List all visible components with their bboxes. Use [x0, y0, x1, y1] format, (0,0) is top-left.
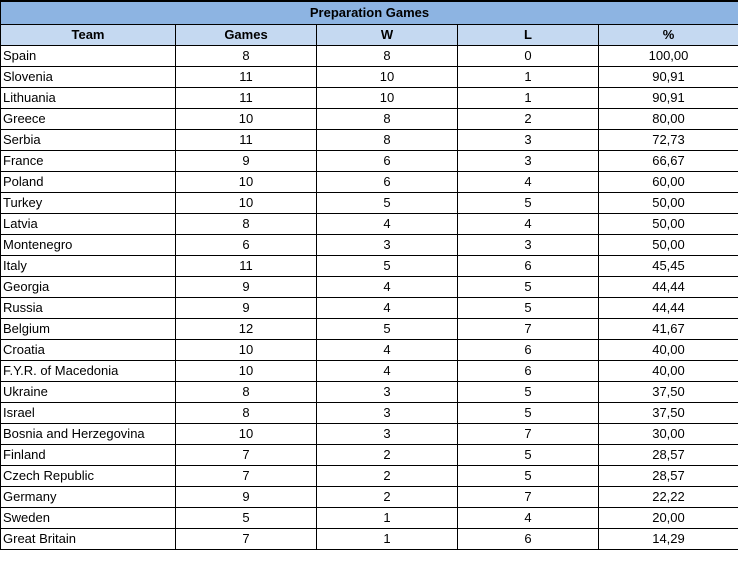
wins-cell[interactable]: 2	[317, 486, 458, 507]
games-cell[interactable]: 8	[176, 402, 317, 423]
wins-cell[interactable]: 4	[317, 339, 458, 360]
team-cell[interactable]: Bosnia and Herzegovina	[1, 423, 176, 444]
wins-cell[interactable]: 1	[317, 507, 458, 528]
wins-cell[interactable]: 5	[317, 318, 458, 339]
team-cell[interactable]: F.Y.R. of Macedonia	[1, 360, 176, 381]
header-row	[1, 24, 738, 45]
wins-cell[interactable]: 4	[317, 276, 458, 297]
wins-cell[interactable]: 4	[317, 297, 458, 318]
losses-cell[interactable]: 7	[458, 423, 599, 444]
games-cell[interactable]: 7	[176, 465, 317, 486]
table-row	[1, 444, 738, 465]
table-row	[1, 45, 738, 66]
table-row	[1, 150, 738, 171]
table-row	[1, 381, 738, 402]
wins-cell[interactable]: 10	[317, 87, 458, 108]
games-cell[interactable]: 8	[176, 213, 317, 234]
table-row	[1, 234, 738, 255]
games-cell[interactable]: 7	[176, 528, 317, 549]
team-cell[interactable]: Russia	[1, 297, 176, 318]
percent-cell[interactable]: 14,29	[599, 528, 738, 549]
column-header-team[interactable]: Team	[1, 24, 176, 45]
losses-cell[interactable]: 6	[458, 360, 599, 381]
losses-cell[interactable]: 5	[458, 402, 599, 423]
team-cell[interactable]: Turkey	[1, 192, 176, 213]
column-header-games[interactable]: Games	[176, 24, 317, 45]
percent-cell[interactable]: 44,44	[599, 297, 738, 318]
percent-cell[interactable]: 22,22	[599, 486, 738, 507]
table-row	[1, 402, 738, 423]
percent-cell[interactable]: 90,91	[599, 87, 738, 108]
losses-cell[interactable]: 1	[458, 87, 599, 108]
table-row	[1, 423, 738, 444]
games-cell[interactable]: 11	[176, 66, 317, 87]
team-cell[interactable]: Belgium	[1, 318, 176, 339]
wins-cell[interactable]: 5	[317, 192, 458, 213]
percent-cell[interactable]: 44,44	[599, 276, 738, 297]
losses-cell[interactable]: 6	[458, 528, 599, 549]
column-header-percent[interactable]: %	[599, 24, 738, 45]
title-row	[1, 1, 738, 24]
table-row	[1, 171, 738, 192]
percent-cell[interactable]: 60,00	[599, 171, 738, 192]
table-row	[1, 255, 738, 276]
games-cell[interactable]: 9	[176, 276, 317, 297]
losses-cell[interactable]: 6	[458, 255, 599, 276]
games-cell[interactable]: 9	[176, 150, 317, 171]
team-cell[interactable]: Germany	[1, 486, 176, 507]
losses-cell[interactable]: 4	[458, 507, 599, 528]
wins-cell[interactable]: 8	[317, 129, 458, 150]
losses-cell[interactable]: 0	[458, 45, 599, 66]
percent-cell[interactable]: 41,67	[599, 318, 738, 339]
team-cell[interactable]: Finland	[1, 444, 176, 465]
percent-cell[interactable]: 66,67	[599, 150, 738, 171]
percent-cell[interactable]: 50,00	[599, 213, 738, 234]
team-cell[interactable]: France	[1, 150, 176, 171]
games-cell[interactable]: 10	[176, 360, 317, 381]
losses-cell[interactable]: 3	[458, 234, 599, 255]
team-cell[interactable]: Slovenia	[1, 66, 176, 87]
team-cell[interactable]: Czech Republic	[1, 465, 176, 486]
table-row	[1, 507, 738, 528]
losses-cell[interactable]: 4	[458, 171, 599, 192]
games-cell[interactable]: 10	[176, 192, 317, 213]
column-header-losses[interactable]: L	[458, 24, 599, 45]
percent-cell[interactable]: 30,00	[599, 423, 738, 444]
games-cell[interactable]: 8	[176, 45, 317, 66]
losses-cell[interactable]: 3	[458, 129, 599, 150]
percent-cell[interactable]: 20,00	[599, 507, 738, 528]
losses-cell[interactable]: 5	[458, 444, 599, 465]
column-header-wins[interactable]: W	[317, 24, 458, 45]
wins-cell[interactable]: 3	[317, 402, 458, 423]
losses-cell[interactable]: 7	[458, 318, 599, 339]
percent-cell[interactable]: 37,50	[599, 402, 738, 423]
losses-cell[interactable]: 7	[458, 486, 599, 507]
losses-cell[interactable]: 5	[458, 465, 599, 486]
wins-cell[interactable]: 8	[317, 108, 458, 129]
percent-cell[interactable]: 50,00	[599, 192, 738, 213]
table-row	[1, 486, 738, 507]
team-cell[interactable]: Lithuania	[1, 87, 176, 108]
table-row	[1, 129, 738, 150]
team-cell[interactable]: Italy	[1, 255, 176, 276]
games-cell[interactable]: 5	[176, 507, 317, 528]
team-cell[interactable]: Serbia	[1, 129, 176, 150]
wins-cell[interactable]: 4	[317, 213, 458, 234]
games-cell[interactable]: 10	[176, 423, 317, 444]
losses-cell[interactable]: 5	[458, 276, 599, 297]
percent-cell[interactable]: 45,45	[599, 255, 738, 276]
table-row	[1, 66, 738, 87]
games-cell[interactable]: 7	[176, 444, 317, 465]
table-title[interactable]: Preparation Games	[1, 1, 738, 24]
losses-cell[interactable]: 2	[458, 108, 599, 129]
team-cell[interactable]: Israel	[1, 402, 176, 423]
team-cell[interactable]: Poland	[1, 171, 176, 192]
table-row	[1, 213, 738, 234]
wins-cell[interactable]: 5	[317, 255, 458, 276]
table-row	[1, 192, 738, 213]
wins-cell[interactable]: 10	[317, 66, 458, 87]
losses-cell[interactable]: 6	[458, 339, 599, 360]
table-row	[1, 297, 738, 318]
wins-cell[interactable]: 6	[317, 171, 458, 192]
table-body	[1, 45, 738, 549]
table-row	[1, 465, 738, 486]
wins-cell[interactable]: 3	[317, 423, 458, 444]
percent-cell[interactable]: 50,00	[599, 234, 738, 255]
wins-cell[interactable]: 2	[317, 465, 458, 486]
games-cell[interactable]: 12	[176, 318, 317, 339]
losses-cell[interactable]: 4	[458, 213, 599, 234]
table-row	[1, 276, 738, 297]
team-cell[interactable]: Georgia	[1, 276, 176, 297]
team-cell[interactable]: Great Britain	[1, 528, 176, 549]
percent-cell[interactable]: 28,57	[599, 444, 738, 465]
games-cell[interactable]: 9	[176, 486, 317, 507]
team-cell[interactable]: Croatia	[1, 339, 176, 360]
team-cell[interactable]: Montenegro	[1, 234, 176, 255]
games-cell[interactable]: 9	[176, 297, 317, 318]
losses-cell[interactable]: 5	[458, 297, 599, 318]
table-row	[1, 339, 738, 360]
wins-cell[interactable]: 4	[317, 360, 458, 381]
games-cell[interactable]: 10	[176, 108, 317, 129]
wins-cell[interactable]: 2	[317, 444, 458, 465]
percent-cell[interactable]: 40,00	[599, 339, 738, 360]
wins-cell[interactable]: 6	[317, 150, 458, 171]
percent-cell[interactable]: 40,00	[599, 360, 738, 381]
wins-cell[interactable]: 3	[317, 381, 458, 402]
team-cell[interactable]: Sweden	[1, 507, 176, 528]
table-row	[1, 360, 738, 381]
games-cell[interactable]: 11	[176, 129, 317, 150]
percent-cell[interactable]: 90,91	[599, 66, 738, 87]
games-cell[interactable]: 10	[176, 339, 317, 360]
team-cell[interactable]: Latvia	[1, 213, 176, 234]
losses-cell[interactable]: 1	[458, 66, 599, 87]
table-row	[1, 318, 738, 339]
wins-cell[interactable]: 3	[317, 234, 458, 255]
games-cell[interactable]: 10	[176, 171, 317, 192]
percent-cell[interactable]: 28,57	[599, 465, 738, 486]
table-row	[1, 108, 738, 129]
games-cell[interactable]: 8	[176, 381, 317, 402]
percent-cell[interactable]: 80,00	[599, 108, 738, 129]
table-row	[1, 87, 738, 108]
wins-cell[interactable]: 1	[317, 528, 458, 549]
percent-cell[interactable]: 37,50	[599, 381, 738, 402]
losses-cell[interactable]: 5	[458, 192, 599, 213]
losses-cell[interactable]: 5	[458, 381, 599, 402]
table-row	[1, 528, 738, 549]
team-cell[interactable]: Spain	[1, 45, 176, 66]
games-cell[interactable]: 11	[176, 87, 317, 108]
team-cell[interactable]: Ukraine	[1, 381, 176, 402]
percent-cell[interactable]: 72,73	[599, 129, 738, 150]
losses-cell[interactable]: 3	[458, 150, 599, 171]
games-cell[interactable]: 11	[176, 255, 317, 276]
games-cell[interactable]: 6	[176, 234, 317, 255]
percent-cell[interactable]: 100,00	[599, 45, 738, 66]
wins-cell[interactable]: 8	[317, 45, 458, 66]
team-cell[interactable]: Greece	[1, 108, 176, 129]
